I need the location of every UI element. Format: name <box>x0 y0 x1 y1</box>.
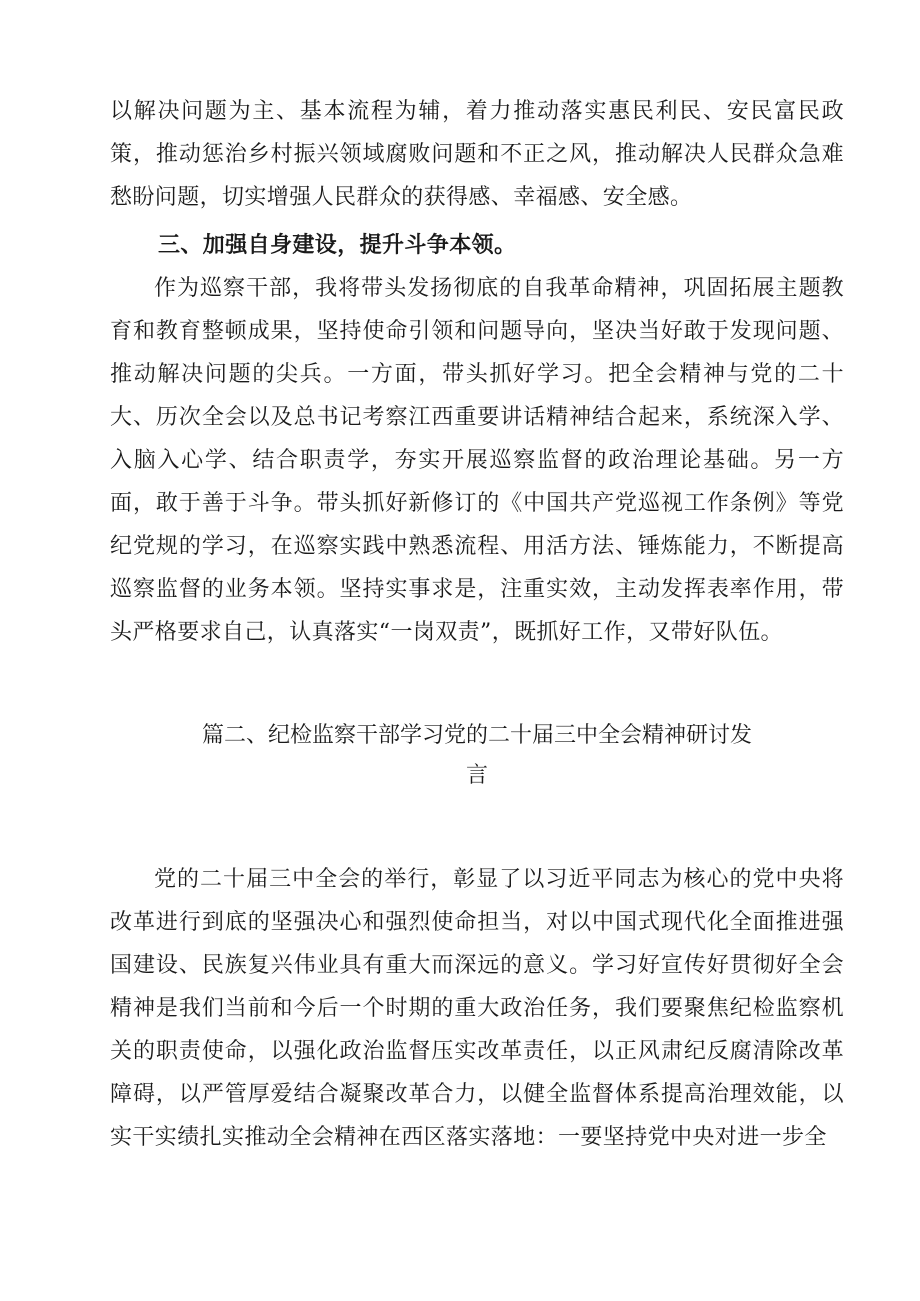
section-two-title-line1: 篇二、纪检监察干部学习党的二十届三中全会精神研讨发 <box>201 723 752 748</box>
section-heading-three: 三、加强自身建设，提升斗争本领。 <box>158 233 517 258</box>
section-two-title-line2: 言 <box>465 763 488 788</box>
continuation-paragraph: 以解决问题为主、基本流程为辅，着力推动落实惠民利民、安民富民政策，推动惩治乡村振兴领域腐败问题和不正之风，推动解决人民群众急难愁盼问题，切实增强人民群众的获得感、幸福感、安全感。 <box>110 99 844 210</box>
paragraph-self-building: 作为巡察干部，我将带头发扬彻底的自我革命精神，巩固拓展主题教育和教育整顿成果，坚持使命引领和问题导向，坚决当好敢于发现问题、推动解决问题的尖兵。一方面，带头抓好学习。把全会精神与党的二十大、历次全会以及总书记考察江西重要讲话精神结合起来，系统深入学、入脑入心学、结合职责学，夯实开展巡察监督的政治理论基础。另一方面，敢于善于斗争。带头抓好新修订的《中国共产党巡视工作条例》等党纪党规的学习，在巡察实践中熟悉流程、用活方法、锤炼能力，不断提高巡察监督的业务本领。坚持实事求是，注重实效，主动发挥表率作用，带头严格要求自己，认真落实“一岗双责”，既抓好工作，又带好队伍。 <box>110 276 844 645</box>
section-two-paragraph: 党的二十届三中全会的举行，彰显了以习近平同志为核心的党中央将改革进行到底的坚强决心和强烈使命担当，对以中国式现代化全面推进强国建设、民族复兴伟业具有重大而深远的意义。学习好宣传好贯彻好全会精神是我们当前和今后一个时期的重大政治任务，我们要聚焦纪检监察机关的职责使命，以强化政治监督压实改革责任，以正风肃纪反腐清除改革障碍，以严管厚爱结合凝聚改革合力，以健全监督体系提高治理效能，以实干实绩扎实推动全会精神在西区落实落地：一要坚持党中央对进一步全 <box>110 867 844 1150</box>
section-two-title <box>110 716 844 796</box>
